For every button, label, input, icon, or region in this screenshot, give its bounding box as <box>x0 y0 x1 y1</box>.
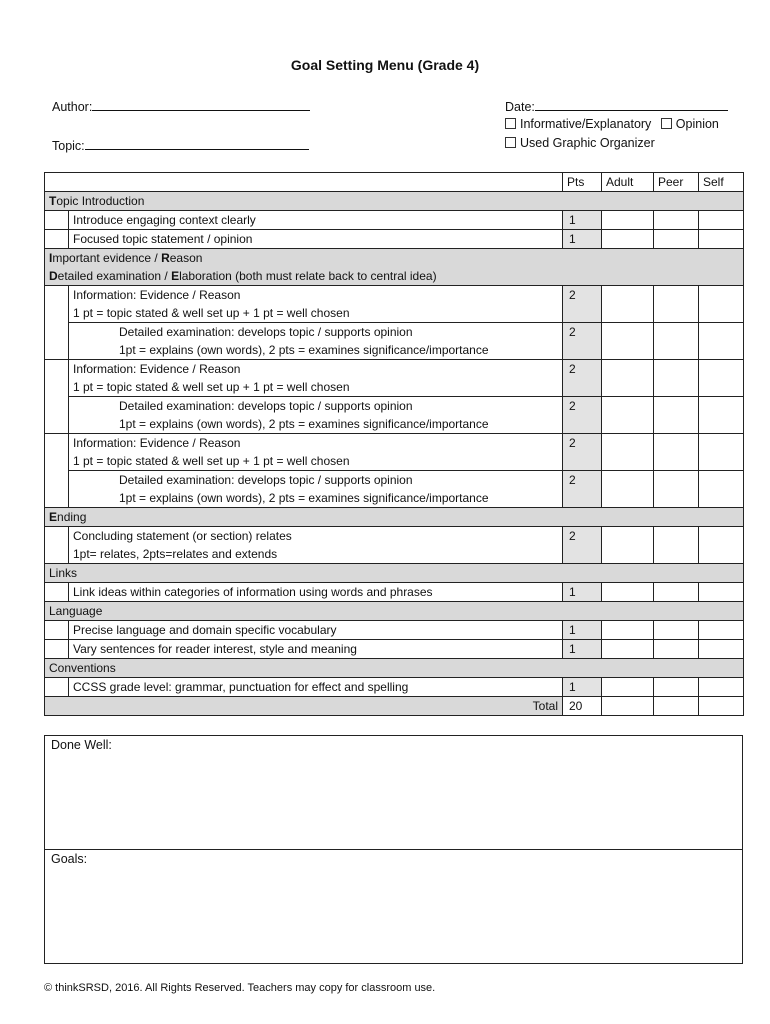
author-label: Author: <box>52 100 93 114</box>
criterion-label: Precise language and domain specific vocabulary <box>69 621 563 640</box>
opinion-checkbox[interactable] <box>661 118 672 129</box>
criterion-pts: 2 <box>563 397 602 434</box>
topic-field[interactable] <box>52 136 309 153</box>
self-score-cell[interactable] <box>699 397 744 434</box>
peer-score-cell[interactable] <box>654 527 699 564</box>
page-title: Goal Setting Menu (Grade 4) <box>290 57 480 73</box>
criterion-pts: 2 <box>563 286 602 323</box>
criterion-label: Detailed examination: develops topic / supports opinion 1pt = explains (own words), 2 pts = examines significance/importance <box>69 471 563 508</box>
total-value: 20 <box>563 697 602 716</box>
section-topic-introduction <box>45 192 744 211</box>
criterion-label: Introduce engaging context clearly <box>69 211 563 230</box>
criterion-label: Focused topic statement / opinion <box>69 230 563 249</box>
criterion-label: Detailed examination: develops topic / supports opinion 1pt = explains (own words), 2 pts = examines significance/importance <box>69 323 563 360</box>
section-title: Conventions <box>45 659 744 678</box>
topic-input-line[interactable] <box>85 136 309 150</box>
table-row <box>45 286 744 323</box>
section-title: Important evidence / Reason Detailed examination / Elaboration (both must relate back to central idea) <box>45 249 744 286</box>
adult-score-cell[interactable] <box>602 583 654 602</box>
adult-score-cell[interactable] <box>602 471 654 508</box>
table-row <box>45 434 744 471</box>
peer-score-cell[interactable] <box>654 621 699 640</box>
table-row <box>45 211 744 230</box>
section-title: Links <box>45 564 744 583</box>
header-pts: Pts <box>563 173 602 192</box>
self-total-cell[interactable] <box>699 697 744 716</box>
organizer-label: Used Graphic Organizer <box>520 136 655 150</box>
adult-score-cell[interactable] <box>602 230 654 249</box>
adult-score-cell[interactable] <box>602 640 654 659</box>
copyright-footer: © thinkSRSD, 2016. All Rights Reserved. Teachers may copy for classroom use. <box>44 982 436 994</box>
adult-score-cell[interactable] <box>602 527 654 564</box>
criterion-pts: 1 <box>563 583 602 602</box>
self-score-cell[interactable] <box>699 323 744 360</box>
table-row <box>45 678 744 697</box>
adult-score-cell[interactable] <box>602 621 654 640</box>
date-input-line[interactable] <box>535 97 728 111</box>
section-evidence <box>45 249 744 286</box>
date-label: Date: <box>505 100 535 114</box>
peer-score-cell[interactable] <box>654 471 699 508</box>
criterion-label: Information: Evidence / Reason 1 pt = topic stated & well set up + 1 pt = well chosen <box>69 360 563 397</box>
table-row <box>45 640 744 659</box>
topic-label: Topic: <box>52 139 85 153</box>
peer-score-cell[interactable] <box>654 583 699 602</box>
peer-score-cell[interactable] <box>654 434 699 471</box>
criterion-label: Information: Evidence / Reason 1 pt = topic stated & well set up + 1 pt = well chosen <box>69 434 563 471</box>
peer-score-cell[interactable] <box>654 323 699 360</box>
table-row <box>45 471 744 508</box>
adult-score-cell[interactable] <box>602 323 654 360</box>
adult-score-cell[interactable] <box>602 211 654 230</box>
self-score-cell[interactable] <box>699 527 744 564</box>
self-score-cell[interactable] <box>699 286 744 323</box>
organizer-checkbox-row <box>505 136 655 150</box>
section-title: Topic Introduction <box>45 192 744 211</box>
peer-score-cell[interactable] <box>654 211 699 230</box>
self-score-cell[interactable] <box>699 621 744 640</box>
adult-score-cell[interactable] <box>602 286 654 323</box>
criterion-pts: 2 <box>563 434 602 471</box>
peer-score-cell[interactable] <box>654 397 699 434</box>
adult-score-cell[interactable] <box>602 434 654 471</box>
total-row <box>45 697 744 716</box>
criterion-label: CCSS grade level: grammar, punctuation for effect and spelling <box>69 678 563 697</box>
goals-label: Goals: <box>51 852 88 866</box>
criterion-label: Link ideas within categories of information using words and phrases <box>69 583 563 602</box>
section-title: Language <box>45 602 744 621</box>
table-row <box>45 527 744 564</box>
self-score-cell[interactable] <box>699 678 744 697</box>
total-label: Total <box>45 697 563 716</box>
criterion-pts: 2 <box>563 471 602 508</box>
self-score-cell[interactable] <box>699 583 744 602</box>
goals-box[interactable] <box>44 849 743 964</box>
section-ending <box>45 508 744 527</box>
criterion-label: Information: Evidence / Reason 1 pt = topic stated & well set up + 1 pt = well chosen <box>69 286 563 323</box>
header-self: Self <box>699 173 744 192</box>
date-field[interactable] <box>505 97 728 114</box>
criterion-pts: 1 <box>563 211 602 230</box>
self-score-cell[interactable] <box>699 230 744 249</box>
section-language <box>45 602 744 621</box>
adult-total-cell[interactable] <box>602 697 654 716</box>
organizer-checkbox[interactable] <box>505 137 516 148</box>
peer-score-cell[interactable] <box>654 678 699 697</box>
self-score-cell[interactable] <box>699 360 744 397</box>
header-row <box>45 173 744 192</box>
informative-checkbox[interactable] <box>505 118 516 129</box>
criterion-pts: 1 <box>563 640 602 659</box>
author-input-line[interactable] <box>92 97 310 111</box>
self-score-cell[interactable] <box>699 211 744 230</box>
table-row <box>45 323 744 360</box>
table-row <box>45 621 744 640</box>
header-adult: Adult <box>602 173 654 192</box>
informative-label: Informative/Explanatory <box>520 117 652 131</box>
adult-score-cell[interactable] <box>602 397 654 434</box>
criterion-pts: 1 <box>563 621 602 640</box>
peer-score-cell[interactable] <box>654 640 699 659</box>
peer-total-cell[interactable] <box>654 697 699 716</box>
section-title: Ending <box>45 508 744 527</box>
table-row <box>45 583 744 602</box>
table-row <box>45 360 744 397</box>
adult-score-cell[interactable] <box>602 360 654 397</box>
self-score-cell[interactable] <box>699 471 744 508</box>
opinion-label: Opinion <box>675 117 719 131</box>
adult-score-cell[interactable] <box>602 678 654 697</box>
genre-checkboxes <box>505 117 719 131</box>
criterion-pts: 1 <box>563 678 602 697</box>
criterion-pts: 2 <box>563 323 602 360</box>
rubric-table <box>44 172 744 716</box>
table-row <box>45 230 744 249</box>
criterion-pts: 2 <box>563 527 602 564</box>
self-score-cell[interactable] <box>699 640 744 659</box>
header-peer: Peer <box>654 173 699 192</box>
header-blank <box>45 173 563 192</box>
self-score-cell[interactable] <box>699 434 744 471</box>
peer-score-cell[interactable] <box>654 360 699 397</box>
criterion-pts: 2 <box>563 360 602 397</box>
section-conventions <box>45 659 744 678</box>
done-well-box[interactable] <box>44 735 743 850</box>
criterion-label: Vary sentences for reader interest, style and meaning <box>69 640 563 659</box>
criterion-label: Detailed examination: develops topic / supports opinion 1pt = explains (own words), 2 pts = examines significance/importance <box>69 397 563 434</box>
done-well-label: Done Well: <box>51 738 112 752</box>
peer-score-cell[interactable] <box>654 230 699 249</box>
table-row <box>45 397 744 434</box>
peer-score-cell[interactable] <box>654 286 699 323</box>
section-links <box>45 564 744 583</box>
criterion-pts: 1 <box>563 230 602 249</box>
author-field[interactable] <box>52 97 310 114</box>
criterion-label: Concluding statement (or section) relates 1pt= relates, 2pts=relates and extends <box>69 527 563 564</box>
